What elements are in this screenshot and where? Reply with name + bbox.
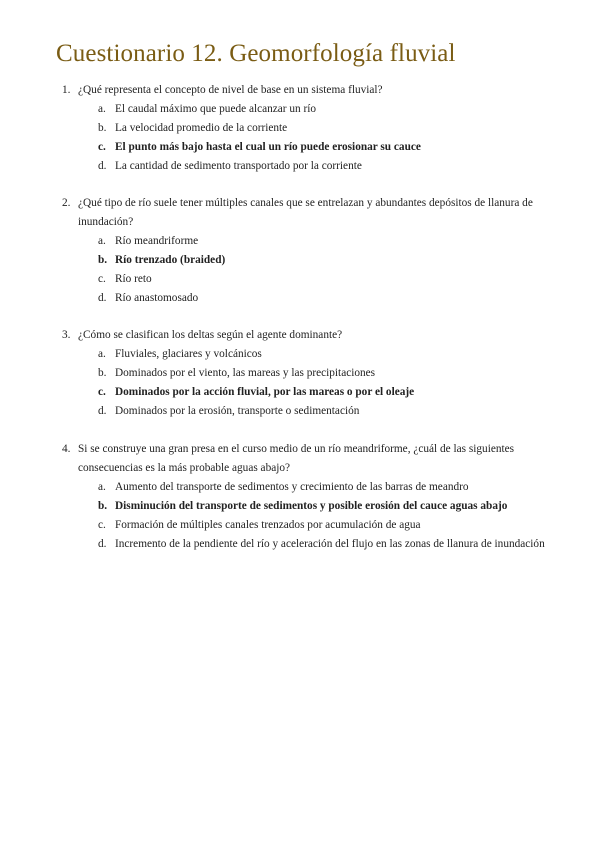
answer-options <box>56 478 560 554</box>
answer-options <box>56 232 560 308</box>
question-text: ¿Qué representa el concepto de nivel de base en un sistema fluvial? <box>78 84 383 96</box>
option-letter: d. <box>98 538 107 550</box>
answer-option-c-correct <box>56 383 560 402</box>
answer-option-b <box>56 119 560 138</box>
answer-option-d <box>56 157 560 176</box>
question-number: 2. <box>62 197 71 209</box>
option-letter: c. <box>98 386 106 398</box>
answer-option-c-correct <box>56 138 560 157</box>
option-letter: a. <box>98 103 106 115</box>
question-1 <box>56 81 560 176</box>
question-text-row <box>56 81 560 100</box>
answer-option-c <box>56 270 560 289</box>
question-text-row <box>56 326 560 345</box>
option-letter: d. <box>98 160 107 172</box>
question-text-row <box>56 440 560 478</box>
option-text: El punto más bajo hasta el cual un río puede erosionar su cauce <box>115 141 421 153</box>
option-text: Disminución del transporte de sedimentos y posible erosión del cauce aguas abajo <box>115 500 508 512</box>
option-text: Río reto <box>115 273 152 285</box>
question-3 <box>56 326 560 421</box>
option-letter: a. <box>98 348 106 360</box>
option-letter: d. <box>98 405 107 417</box>
option-text: Incremento de la pendiente del río y aceleración del flujo en las zonas de llanura de inundación <box>115 538 545 550</box>
option-text: Dominados por el viento, las mareas y las precipitaciones <box>115 367 376 379</box>
option-letter: b. <box>98 500 108 512</box>
answer-options <box>56 100 560 176</box>
question-text: ¿Qué tipo de río suele tener múltiples canales que se entrelazan y abundantes depósitos de llanura de inundación? <box>78 197 533 228</box>
option-text: Dominados por la erosión, transporte o sedimentación <box>115 405 360 417</box>
option-letter: c. <box>98 141 106 153</box>
option-text: El caudal máximo que puede alcanzar un río <box>115 103 317 115</box>
question-text: Si se construye una gran presa en el curso medio de un río meandriforme, ¿cuál de las siguientes consecuencias es la más probable aguas abajo? <box>78 443 515 474</box>
answer-option-b <box>56 364 560 383</box>
answer-option-a <box>56 232 560 251</box>
option-text: La velocidad promedio de la corriente <box>115 122 288 134</box>
answer-option-d <box>56 289 560 308</box>
option-text: Fluviales, glaciares y volcánicos <box>115 348 262 360</box>
option-text: La cantidad de sedimento transportado por la corriente <box>115 160 362 172</box>
option-text: Río anastomosado <box>115 292 199 304</box>
question-text-row <box>56 194 560 232</box>
option-text: Dominados por la acción fluvial, por las mareas o por el oleaje <box>115 386 415 398</box>
answer-option-a <box>56 345 560 364</box>
question-4 <box>56 440 560 554</box>
question-number: 4. <box>62 443 71 455</box>
option-letter: c. <box>98 273 106 285</box>
option-letter: b. <box>98 122 107 134</box>
option-text: Río meandriforme <box>115 235 199 247</box>
option-text: Formación de múltiples canales trenzados por acumulación de agua <box>115 519 421 531</box>
option-letter: a. <box>98 235 106 247</box>
answer-option-d <box>56 535 560 554</box>
option-letter: b. <box>98 367 107 379</box>
question-text: ¿Cómo se clasifican los deltas según el agente dominante? <box>78 329 343 341</box>
answer-option-c <box>56 516 560 535</box>
option-letter: d. <box>98 292 107 304</box>
question-number: 3. <box>62 329 71 341</box>
answer-option-b-correct <box>56 251 560 270</box>
option-text: Aumento del transporte de sedimentos y crecimiento de las barras de meandro <box>115 481 469 493</box>
question-number: 1. <box>62 84 71 96</box>
answer-option-a <box>56 478 560 497</box>
option-letter: a. <box>98 481 106 493</box>
answer-option-b-correct <box>56 497 560 516</box>
question-2 <box>56 194 560 308</box>
answer-option-a <box>56 100 560 119</box>
answer-option-d <box>56 402 560 421</box>
option-letter: b. <box>98 254 108 266</box>
page-title: Cuestionario 12. Geomorfología fluvial <box>56 40 456 67</box>
option-letter: c. <box>98 519 106 531</box>
option-text: Río trenzado (braided) <box>115 254 226 266</box>
answer-options <box>56 345 560 421</box>
